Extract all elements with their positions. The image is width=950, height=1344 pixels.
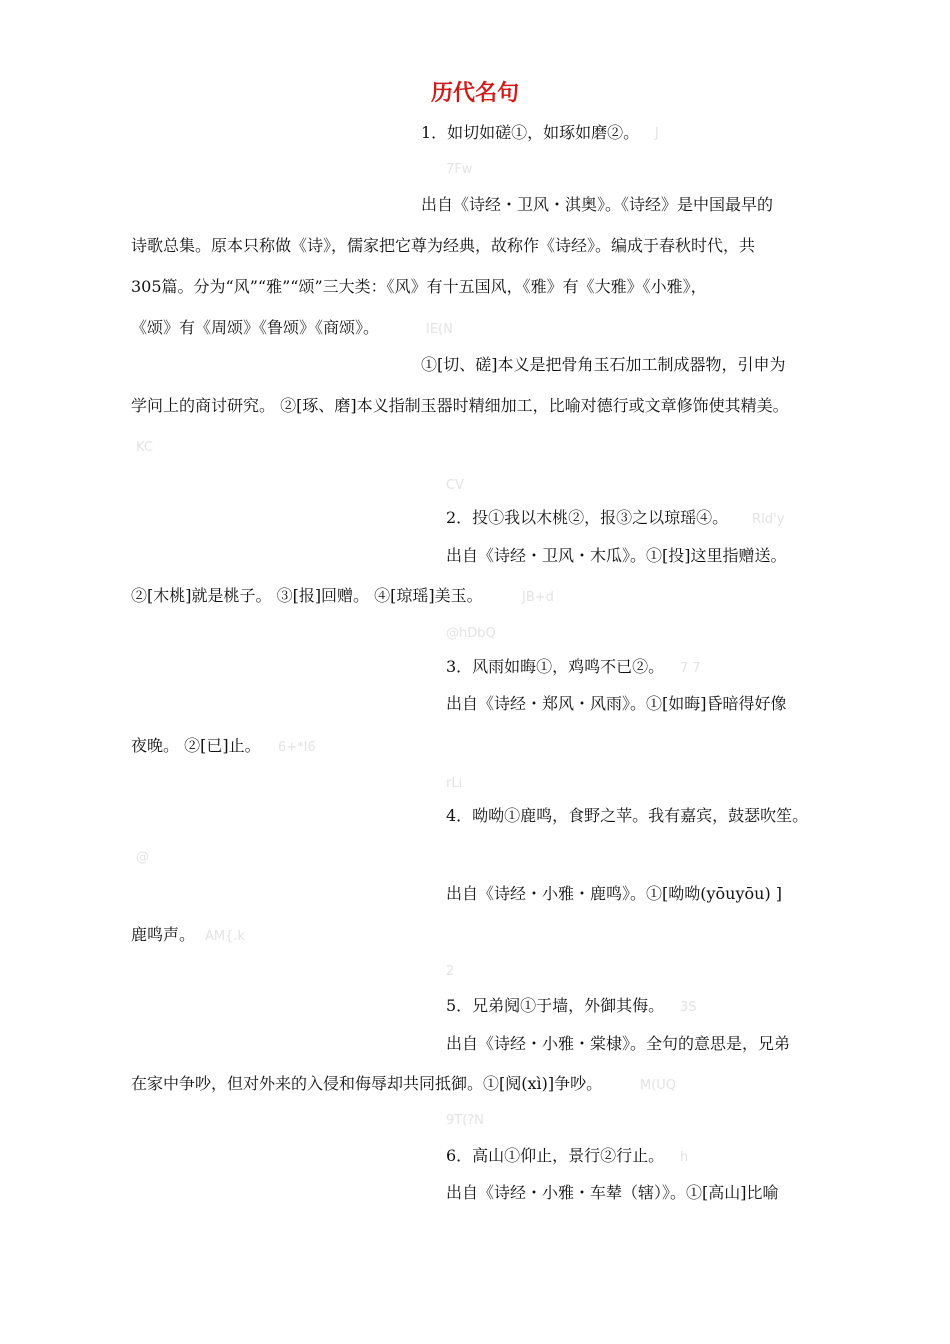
- watermark-text: 3S: [680, 1000, 697, 1015]
- text-line: 出自《诗经・卫风・木瓜》。①[投]这里指赠送。: [446, 546, 787, 565]
- watermark-text: 7Fw: [446, 162, 473, 177]
- watermark-text: M(UQ: [640, 1078, 677, 1093]
- watermark-text: AM{.k: [205, 929, 246, 944]
- watermark-text: 9T(?N: [446, 1113, 484, 1128]
- text-line: 305篇。分为“风”“雅”“颂”三大类：《风》有十五国风，《雅》有《大雅》《小雅》，: [131, 277, 707, 296]
- text-line: 夜晚。 ②[已]止。: [131, 736, 261, 755]
- watermark-text: IE(N: [426, 322, 453, 337]
- watermark-text: J: [655, 126, 659, 141]
- text-line: 出自《诗经・小雅・车辇（辖）》。①[高山]比喻: [446, 1183, 779, 1202]
- watermark-text: h: [680, 1150, 689, 1165]
- text-line: 5．兄弟阋①于墙，外御其侮。: [446, 996, 665, 1015]
- text-line: ①[切、磋]本义是把骨角玉石加工制成器物，引申为: [421, 355, 786, 374]
- watermark-text: RId'y: [752, 512, 785, 527]
- page-title: 历代名句: [430, 81, 519, 106]
- watermark-text: 2: [446, 964, 455, 979]
- text-line: 2．投①我以木桃②，报③之以琼瑶④。: [446, 508, 729, 527]
- text-line: ②[木桃]就是桃子。 ③[报]回赠。 ④[琼瑶]美玉。: [131, 586, 483, 605]
- watermark-text: 6+*I6: [278, 740, 316, 755]
- text-line: 1．如切如磋①，如琢如磨②。: [421, 123, 640, 142]
- text-line: 《颂》有《周颂》《鲁颂》《商颂》。: [131, 318, 380, 337]
- text-line: 4．呦呦①鹿鸣，食野之苹。我有嘉宾，鼓瑟吹笙。: [446, 806, 809, 825]
- watermark-text: rLi: [446, 776, 463, 791]
- watermark-text: @hDbQ: [446, 626, 496, 641]
- watermark-text: @: [136, 850, 149, 865]
- text-line: 出自《诗经・卫风・淇奥》。《诗经》是中国最早的: [421, 195, 774, 214]
- text-line: 鹿鸣声。: [131, 925, 196, 944]
- text-line: 学问上的商讨研究。 ②[琢、磨]本义指制玉器时精细加工，比喻对德行或文章修饰使其精美。: [131, 396, 789, 415]
- watermark-text: CV: [446, 478, 464, 493]
- text-line: 出自《诗经・小雅・鹿鸣》。①[呦呦(yōuyōu) ]: [446, 884, 783, 903]
- text-line: 3．风雨如晦①，鸡鸣不已②。: [446, 657, 665, 676]
- watermark-text: JB+d: [522, 590, 554, 605]
- text-line: 诗歌总集。原本只称做《诗》，儒家把它尊为经典，故称作《诗经》。编成于春秋时代，共: [131, 236, 756, 255]
- text-line: 在家中争吵，但对外来的入侵和侮辱却共同抵御。①[阋(xì)]争吵。: [131, 1074, 603, 1093]
- text-line: 出自《诗经・郑风・风雨》。①[如晦]昏暗得好像: [446, 694, 787, 713]
- text-line: 6．高山①仰止，景行②行止。: [446, 1146, 665, 1165]
- watermark-text: 7 7: [680, 661, 701, 676]
- watermark-text: KC: [136, 440, 153, 455]
- text-line: 出自《诗经・小雅・棠棣》。全句的意思是，兄弟: [446, 1034, 791, 1053]
